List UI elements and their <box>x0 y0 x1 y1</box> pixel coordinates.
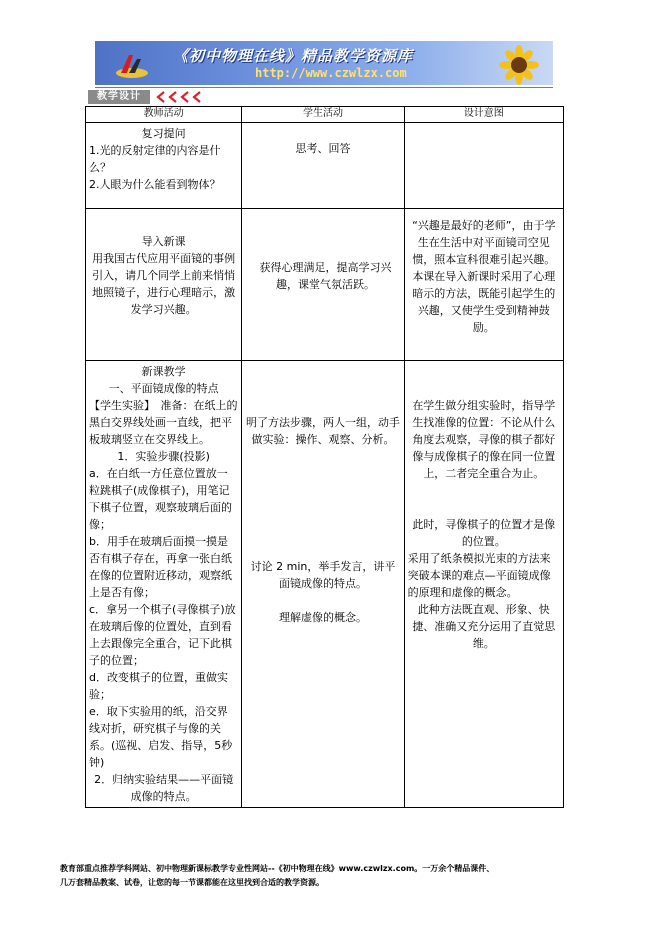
footer-line: 几万套精品教案、试卷，让您的每一节课都能在这里找到合适的教学资源。 <box>60 878 324 887</box>
table-row <box>86 361 564 808</box>
experiment-prep: 【学生实验】 准备：在纸上的黑白交界线处画一直线，把平板玻璃竖立在交界线上。 <box>89 399 238 446</box>
intro-description: 用我国古代应用平面镜的事例引入，请几个同学上前来悄悄地照镜子，进行心理暗示，激发学习兴趣。 <box>92 252 236 316</box>
review-question: 2.人眼为什么能看到物体？ <box>89 178 221 191</box>
table-row <box>86 209 564 361</box>
student-activity-text: 理解虚像的概念。 <box>278 611 367 624</box>
footer-line: 教育部重点推荐学科网站、初中物理新课标教学专业性网站--《初中物理在线》www.czwlzx.com。一万余个精品课件、 <box>60 864 495 873</box>
subsection-title: 一、平面镜成像的特点 <box>108 382 219 395</box>
teacher-cell <box>86 123 242 209</box>
step-b: b．用手在玻璃后面摸一摸是否有棋子存在，再拿一张白纸在像的位置附近移动，观察纸上是否有像； <box>89 535 232 599</box>
header-student-activity: 学生活动 <box>242 107 404 123</box>
intent-cell <box>404 123 563 209</box>
review-question: 1.光的反射定律的内容是什么？ <box>89 144 221 174</box>
intent-text: “兴趣是最好的老师”，由于学生在生活中对平面镜司空见惯，照本宣科很难引起兴趣。本课在导入新课时采用了心理暗示的方法，既能引起学生的兴趣，又使学生受到精神鼓励。 <box>412 219 556 334</box>
intent-text: 采用了纸条模拟光束的方法来突破本课的难点—平面镜成像的原理和虚像的概念。 <box>407 552 551 599</box>
chevrons-left-icon <box>152 90 208 104</box>
step-c: c．拿另一个棋子(寻像棋子)放在玻璃后像的位置处，直到看上去跟像完全重合，记下此棋子的位置； <box>89 603 236 667</box>
header-teacher-activity: 教师活动 <box>86 107 242 123</box>
page-footer <box>60 862 620 890</box>
header-banner <box>95 41 553 85</box>
teacher-cell <box>86 209 242 361</box>
student-activity-text: 获得心理满足，提高学习兴趣，课堂气氛活跃。 <box>259 261 392 291</box>
student-activity-text: 思考、回答 <box>295 142 351 155</box>
summary-step: 2．归纳实验结果——平面镜成像的特点。 <box>94 773 234 803</box>
table-header-row <box>86 107 564 123</box>
step-e: e．取下实验用的纸，沿交界线对折，研究棋子与像的关系。(巡视、启发、指导，5秒钟) <box>89 705 233 769</box>
new-lesson-heading: 新课教学 <box>141 365 186 378</box>
intent-text: 在学生做分组实验时，指导学生找准像的位置：不论从什么角度去观察，寻像的棋子都好像与成像棋子的像在同一位置上，二者完全重合为止。 <box>412 399 556 480</box>
step-a: a．在白纸一方任意位置放一粒跳棋子(成像棋子)，用笔记下棋子位置，观察玻璃后面的像； <box>89 467 232 531</box>
intent-cell <box>404 361 563 808</box>
student-cell <box>242 123 404 209</box>
student-cell <box>242 361 404 808</box>
review-heading: 复习提问 <box>141 127 186 140</box>
sunflower-icon <box>489 45 545 85</box>
banner-url: http://www.czwlzx.com <box>255 66 407 80</box>
header-design-intent: 设计意图 <box>404 107 563 123</box>
banner-title: 《初中物理在线》精品教学资源库 <box>173 47 414 65</box>
teacher-cell <box>86 361 242 808</box>
section-tag: 教学设计 <box>88 90 150 104</box>
header-divider <box>95 87 553 88</box>
intent-text: 此种方法既直观、形象、快捷、准确又充分运用了直觉思维。 <box>412 603 556 650</box>
step-d: d．改变棋子的位置，重做实验； <box>89 671 228 701</box>
student-activity-text: 讨论 2 min，举手发言，讲平面镜成像的特点。 <box>250 560 396 590</box>
steps-title: 1．实验步骤(投影) <box>117 450 210 463</box>
intent-text: 此时，寻像棋子的位置才是像的位置。 <box>412 518 556 548</box>
student-activity-text: 明了方法步骤，两人一组，动手做实验：操作、观察、分析。 <box>245 416 400 446</box>
student-cell <box>242 209 404 361</box>
lesson-plan-table <box>85 106 564 808</box>
table-row <box>86 123 564 209</box>
site-logo-icon <box>115 49 149 79</box>
intro-heading: 导入新课 <box>141 235 186 248</box>
intent-cell <box>404 209 563 361</box>
